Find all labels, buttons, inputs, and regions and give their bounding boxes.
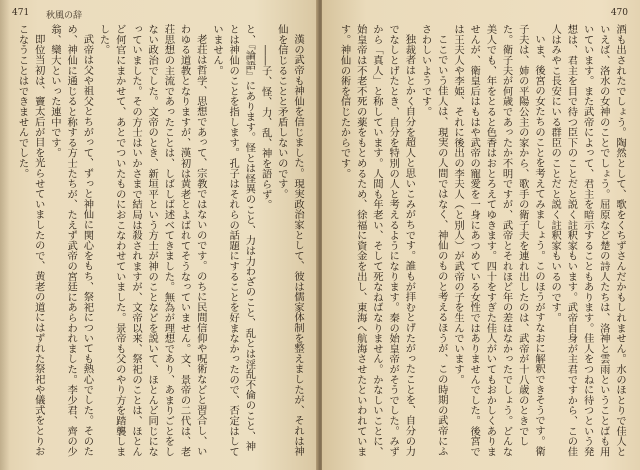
paragraph: 漢の武帝も神仙を信じました。現実政治家として、彼は儒家体制を整えましたが、それは神仙を信じることと矛盾しないのです。 [275,24,304,457]
paragraph: いま、後宮の女たちのことを考えてみましょう。このほうがすなおに解釈できそうです。衛子夫は、姉の平陽公主の家から、歌手の衛子夫を連れ出したのは、武帝が十八歳のときでした。衛子夫が何歳であったか不明ですが、武帝とそれほど年の差はなかったでしょう。どんな美人でも、年をとると色香はおとろえてゆきます。四十をすぎた佳人がいてもおかしくありませんが、衛皇后はもはや武帝の寵愛を一身にあつめている女性ではありませんでした。後宮では王夫人や李姫、それに後出の李夫人（と別人）が武帝の子を生んでいます。 [451,24,545,457]
paragraph: 武帝は父や祖父とちがって、ずっと神仙に関心をもち、祭祀についても熱心でした。そのため、神仙に通じると称する方士たちが、たえず武帝の宮廷にあらわれました。李少君、齊の少翁、欒大といった連中です。 [48,24,94,457]
paragraph: 独裁者はとかく自分を超人と思いこみがちです。誰もが拝むとげたがったことを、自分の力でなしとげたとき、自分を特別の人と考えるようになります。秦の始皇帝がそうでした。みずから「真人」と称しています。人間も年老い、そして死なねばなりません。かなしいことに、始皇帝は不老不死の薬をもとめるため、徐福に資金を出し、東海へ航海させたといわれています。神仙の術を信じたからです。 [338,24,416,457]
body-text [14,24,306,458]
paragraph: 老荘は哲学、思想であって、宗教ではないのです。のちに民間信仰や呪術などと習合し、いわゆる道教となりますが、漢初は黄老とよばれてそうなっていません。文、景帝の二代は、老荘思想の主流であったことは、しばしば述べてきました。無為が理想であり、あまりごとをしない政治でした。文帝のとき、新垣平という方士が神のことなどを説いて、ほとんど同じになっていました。その方士はいかさまで結局は殺されますが、文帝以来、祭祀のことは、ほとんど何官にまかせて、あとでついたものにおこなわせていました。景帝も父のやり方を踏襲しました。 [97,24,207,457]
page-number: 471 [12,8,30,18]
quotation: ――子、怪、力、乱、神を語らず。 [259,44,272,210]
running-head: 秋風の辞 [46,11,83,21]
right-page [322,0,640,470]
paragraph: ここでいう佳人は、現実の人間ではなく、神仙のものと考えるほうが、この時期の武帝にふさわしいようです。 [419,24,448,457]
page-number: 470 [610,8,628,18]
left-page [0,0,318,470]
page-edge [0,0,10,470]
paragraph: 酒も出されたでしょう。陶然として、歌をくちずさんだかもしれません。水のほとりで佳人といえば、洛水の女神のことでしょう。屈原など楚の詩人たちは、洛神と雲雨ということばも用いています。また武帝によって、君主を暗示することもあります。佳人をつねに待つという発想は、君主を目で待つ臣下のことだと説く註釈家もいます。武帝自身が主君ですから、この佳人はみやこ長安にいる群臣のことだと説く註釈家もいるのです。 [549,24,626,457]
body-text [340,24,628,458]
paragraph: と、『論語』にあります。怪とは怪異のこと、力は力わざのこと、乱とは淫乱不倫のこと、神とは神仙のことを指します。孔子はそれらの話題にすることを好まなかったので、否定はしていません。 [210,24,256,457]
paragraph: 即位当初は、竇太后が目を光らせていましたので、黄老の道にはずれた祭祀や儀式をとりおこなうことはできませんでした。 [16,24,45,457]
